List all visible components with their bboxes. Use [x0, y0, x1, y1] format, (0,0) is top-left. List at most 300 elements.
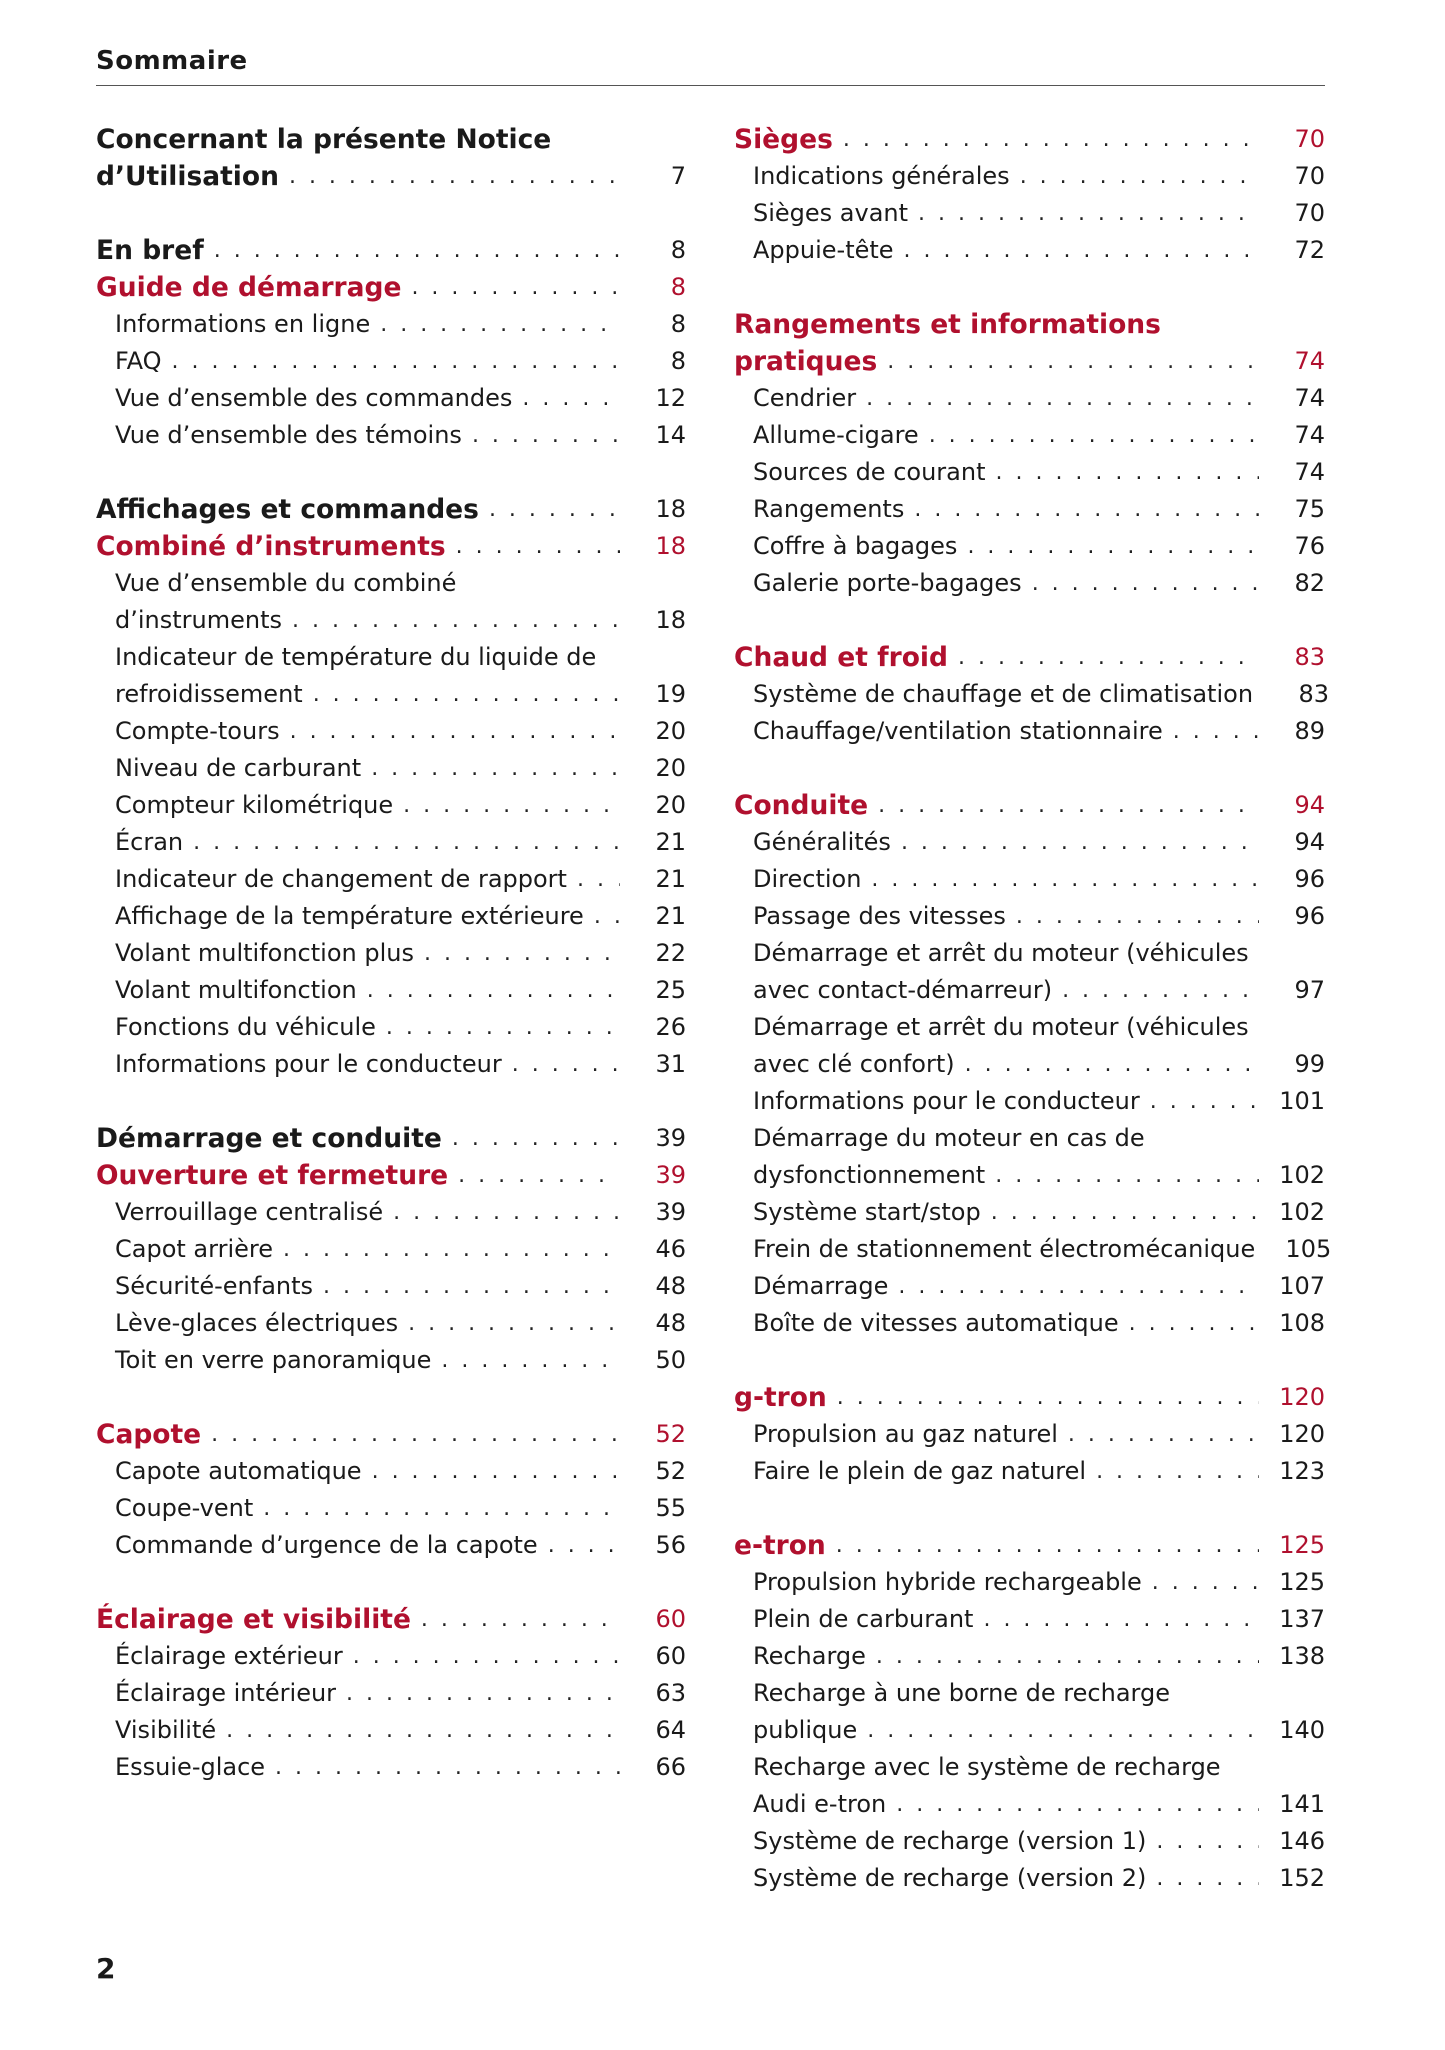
toc-entry-page: 48: [655, 1272, 686, 1300]
dot-leader: [1146, 1823, 1259, 1860]
toc-entry-title: pratiques: [734, 346, 878, 377]
toc-entry-title: Galerie porte-bagages: [753, 569, 1022, 597]
toc-entry[interactable]: [96, 676, 686, 713]
toc-entry-page: 125: [1279, 1568, 1325, 1596]
toc-entry-page: 102: [1279, 1198, 1325, 1226]
dot-leader: [370, 306, 620, 343]
dot-leader: [877, 343, 1259, 380]
toc-entry-title: Indicateur de changement de rapport: [115, 865, 567, 893]
toc-entry-page: 70: [1294, 199, 1325, 227]
toc-entry-page: 152: [1279, 1864, 1325, 1892]
toc-entry-page: 39: [655, 1161, 686, 1189]
toc-entry[interactable]: [734, 676, 1330, 713]
toc-entry-page: 70: [1294, 125, 1325, 153]
toc-entry-title: Capot arrière: [115, 1235, 273, 1263]
dot-leader: [265, 1749, 620, 1786]
toc-entry-page: 74: [1294, 384, 1325, 412]
toc-entry-page: 52: [655, 1420, 686, 1448]
toc-entry[interactable]: [734, 565, 1325, 602]
dot-leader: [827, 1379, 1259, 1416]
toc-entry-page: 21: [655, 902, 686, 930]
page-number: 2: [96, 1952, 116, 1985]
toc-entry-title: Capote automatique: [115, 1457, 362, 1485]
toc-entry-page: 20: [655, 717, 686, 745]
toc-entry-page: 99: [1294, 1050, 1325, 1078]
dot-leader: [303, 676, 620, 713]
toc-heading[interactable]: [734, 121, 1325, 158]
toc-entry-title-line[interactable]: Recharge à une borne de recharge: [753, 1679, 1170, 1707]
toc-entry-page: 137: [1279, 1605, 1325, 1633]
toc-entry[interactable]: [734, 528, 1325, 565]
toc-entry[interactable]: [734, 195, 1325, 232]
toc-entry[interactable]: [96, 602, 686, 639]
toc-entry[interactable]: [734, 380, 1325, 417]
dot-leader: [357, 972, 620, 1009]
dot-leader: [280, 713, 620, 750]
toc-entry-title: Indications générales: [753, 162, 1010, 190]
dot-leader: [479, 491, 620, 528]
toc-entry-title-line[interactable]: Démarrage du moteur en cas de: [753, 1124, 1145, 1152]
dot-leader: [401, 269, 620, 306]
toc-entry-title: dysfonctionnement: [753, 1161, 986, 1189]
dot-leader: [411, 1601, 620, 1638]
toc-entry[interactable]: [734, 1601, 1325, 1638]
toc-heading[interactable]: [734, 787, 1325, 824]
toc-entry-page: 18: [655, 495, 686, 523]
toc-entry-page: 102: [1279, 1161, 1325, 1189]
toc-entry[interactable]: [96, 935, 686, 972]
toc-entry-title: Conduite: [734, 790, 869, 821]
dot-leader: [448, 1157, 620, 1194]
dot-leader: [162, 343, 621, 380]
dot-leader: [1142, 1564, 1259, 1601]
toc-entry-page: 120: [1279, 1383, 1325, 1411]
toc-entry-page: 8: [670, 347, 686, 375]
dot-leader: [183, 824, 620, 861]
dot-leader: [826, 1527, 1259, 1564]
dot-leader: [567, 861, 620, 898]
dot-leader: [414, 935, 620, 972]
toc-heading[interactable]: [96, 528, 686, 565]
toc-entry-title: e-tron: [734, 1530, 826, 1561]
toc-entry-title: Informations pour le conducteur: [115, 1050, 502, 1078]
toc-entry-title-line[interactable]: Indicateur de température du liquide de: [115, 643, 597, 671]
toc-entry[interactable]: [96, 1490, 686, 1527]
toc-entry-title: Système de recharge (version 2): [753, 1864, 1147, 1892]
toc-entry-page: 60: [655, 1605, 686, 1633]
toc-entry-title: refroidissement: [115, 680, 303, 708]
dot-leader: [431, 1342, 620, 1379]
toc-entry-title: Ouverture et fermeture: [96, 1160, 449, 1191]
dot-leader: [856, 380, 1259, 417]
dot-leader: [584, 898, 620, 935]
dot-leader: [336, 1675, 620, 1712]
toc-entry-title: Coupe-vent: [115, 1494, 254, 1522]
toc-entry-page: 60: [655, 1642, 686, 1670]
toc-entry-title: Informations pour le conducteur: [753, 1087, 1140, 1115]
toc-entry-title: Propulsion au gaz naturel: [753, 1420, 1058, 1448]
dot-leader: [538, 1527, 620, 1564]
toc-entry[interactable]: [734, 158, 1325, 195]
toc-entry[interactable]: [96, 1527, 686, 1564]
toc-entry-page: 146: [1279, 1827, 1325, 1855]
toc-entry-title: Volant multifonction plus: [115, 939, 414, 967]
toc-entry-page: 74: [1294, 421, 1325, 449]
toc-entry-page: 31: [655, 1050, 686, 1078]
toc-heading[interactable]: [96, 232, 686, 269]
toc-entry-page: 12: [655, 384, 686, 412]
dot-leader: [955, 1046, 1259, 1083]
dot-leader: [279, 158, 620, 195]
toc-heading[interactable]: [96, 269, 686, 306]
toc-entry-title: Verrouillage centralisé: [115, 1198, 384, 1226]
toc-entry[interactable]: [96, 861, 686, 898]
toc-heading-title-line[interactable]: Concernant la présente Notice: [96, 124, 552, 155]
dot-leader: [512, 380, 620, 417]
toc-entry[interactable]: [96, 1305, 686, 1342]
dot-leader: [362, 1453, 620, 1490]
page-title: Sommaire: [96, 46, 248, 76]
toc-entry[interactable]: [734, 454, 1325, 491]
toc-entry-title: FAQ: [115, 347, 162, 375]
dot-leader: [868, 787, 1259, 824]
dot-leader: [1086, 1453, 1259, 1490]
dot-leader: [361, 750, 620, 787]
toc-entry[interactable]: [96, 787, 686, 824]
toc-entry[interactable]: [734, 1046, 1325, 1083]
toc-entry-title: Direction: [753, 865, 862, 893]
toc-entry[interactable]: [734, 232, 1325, 269]
toc-entry-page: 83: [1294, 643, 1325, 671]
toc-entry[interactable]: [96, 1046, 686, 1083]
toc-entry[interactable]: [96, 306, 686, 343]
toc-entry-page: 8: [670, 310, 686, 338]
dot-leader: [502, 1046, 620, 1083]
toc-entry[interactable]: [734, 1786, 1325, 1823]
toc-entry[interactable]: [96, 1231, 686, 1268]
dot-leader: [908, 195, 1259, 232]
dot-leader: [1022, 565, 1259, 602]
dot-leader: [981, 1194, 1259, 1231]
toc-entry-title-line[interactable]: Vue d’ensemble du combiné: [115, 569, 457, 597]
toc-entry-page: 94: [1294, 828, 1325, 856]
toc-entry-title: Généralités: [753, 828, 891, 856]
dot-leader: [216, 1712, 620, 1749]
toc-entry-title: Compte-tours: [115, 717, 280, 745]
toc-entry-title: Rangements: [753, 495, 905, 523]
toc-entry-title: avec contact-démarreur): [753, 976, 1053, 1004]
toc-entry-title: Sièges avant: [753, 199, 909, 227]
toc-entry-title: Fonctions du véhicule: [115, 1013, 376, 1041]
toc-entry[interactable]: [96, 1749, 686, 1786]
toc-entry[interactable]: [96, 380, 686, 417]
toc-entry-page: 123: [1279, 1457, 1325, 1485]
toc-entry-title: Visibilité: [115, 1716, 217, 1744]
toc-entry-page: 64: [655, 1716, 686, 1744]
toc-entry[interactable]: [96, 750, 686, 787]
toc-entry[interactable]: [96, 824, 686, 861]
toc-entry-page: 7: [670, 162, 686, 190]
dot-leader: [393, 787, 620, 824]
toc-entry-title: Allume-cigare: [753, 421, 919, 449]
toc-entry-title: Audi e-tron: [753, 1790, 887, 1818]
toc-entry-page: 108: [1279, 1309, 1325, 1337]
toc-entry[interactable]: [96, 1675, 686, 1712]
toc-entry-title-line[interactable]: Démarrage et arrêt du moteur (véhicules: [753, 939, 1249, 967]
toc-entry-title: Sièges: [734, 124, 833, 155]
dot-leader: [1119, 1305, 1259, 1342]
toc-entry[interactable]: [96, 1712, 686, 1749]
dot-leader: [894, 232, 1259, 269]
toc-entry-page: 82: [1294, 569, 1325, 597]
toc-entry[interactable]: [734, 1823, 1325, 1860]
dot-leader: [948, 639, 1259, 676]
toc-entry-page: 66: [655, 1753, 686, 1781]
toc-entry[interactable]: [734, 972, 1325, 1009]
toc-heading[interactable]: [96, 491, 686, 528]
toc-entry-title: Éclairage et visibilité: [96, 1604, 411, 1635]
toc-entry-title: Recharge: [753, 1642, 866, 1670]
toc-entry-page: 19: [655, 680, 686, 708]
toc-entry-page: 72: [1294, 236, 1325, 264]
toc-entry-title: Vue d’ensemble des témoins: [115, 421, 462, 449]
toc-entry[interactable]: [734, 491, 1325, 528]
toc-entry[interactable]: [96, 1453, 686, 1490]
toc-entry-title: Chaud et froid: [734, 642, 948, 673]
toc-entry-title: Système start/stop: [753, 1198, 981, 1226]
toc-entry[interactable]: [96, 1009, 686, 1046]
toc-entry[interactable]: [734, 1860, 1325, 1897]
toc-entry[interactable]: [734, 1268, 1325, 1305]
toc-entry-title: Plein de carburant: [753, 1605, 974, 1633]
dot-leader: [313, 1268, 620, 1305]
toc-entry-page: 141: [1279, 1790, 1325, 1818]
toc-entry-page: 97: [1294, 976, 1325, 1004]
toc-entry-title: Écran: [115, 828, 184, 856]
toc-entry-title: Vue d’ensemble des commandes: [115, 384, 513, 412]
dot-leader: [1140, 1083, 1259, 1120]
toc-entry-title: Toit en verre panoramique: [115, 1346, 432, 1374]
toc-heading[interactable]: [734, 1527, 1325, 1564]
toc-entry-title: Capote: [96, 1419, 202, 1450]
toc-entry-page: 25: [655, 976, 686, 1004]
toc-entry-title: Volant multifonction: [115, 976, 357, 1004]
dot-leader: [1146, 1860, 1259, 1897]
toc-entry-page: 39: [655, 1198, 686, 1226]
toc-entry-title: Sécurité-enfants: [115, 1272, 314, 1300]
toc-entry-title: Boîte de vitesses automatique: [753, 1309, 1119, 1337]
toc-entry-title: Cendrier: [753, 384, 857, 412]
dot-leader: [904, 491, 1259, 528]
toc-heading[interactable]: [96, 1120, 686, 1157]
toc-entry-title: Sources de courant: [753, 458, 986, 486]
dot-leader: [376, 1009, 620, 1046]
toc-entry-page: 52: [655, 1457, 686, 1485]
dot-leader: [1163, 713, 1259, 750]
toc-entry-title: Éclairage extérieur: [115, 1642, 343, 1670]
toc-entry-title: Affichage de la température extérieure: [115, 902, 584, 930]
toc-entry-page: 101: [1279, 1087, 1325, 1115]
toc-entry-title: Combiné d’instruments: [96, 531, 446, 562]
toc-entry-title: Commande d’urgence de la capote: [115, 1531, 538, 1559]
toc-entry-page: 83: [1298, 680, 1330, 708]
toc-entry-title: Passage des vitesses: [753, 902, 1006, 930]
toc-entry-title-line[interactable]: Recharge avec le système de recharge: [753, 1753, 1221, 1781]
toc-entry-title: Frein de stationnement électromécanique: [753, 1235, 1256, 1263]
dot-leader: [973, 1601, 1259, 1638]
toc-entry[interactable]: [734, 1712, 1325, 1749]
dot-leader: [1010, 158, 1259, 195]
toc-entry-page: 74: [1294, 458, 1325, 486]
toc-entry-page: 20: [655, 754, 686, 782]
toc-entry-page: 50: [655, 1346, 686, 1374]
dot-leader: [383, 1194, 620, 1231]
toc-entry[interactable]: [734, 861, 1325, 898]
dot-leader: [343, 1638, 620, 1675]
toc-entry-title: Guide de démarrage: [96, 272, 402, 303]
toc-entry[interactable]: [734, 824, 1325, 861]
toc-entry-page: 105: [1285, 1235, 1332, 1263]
toc-entry-title: Éclairage intérieur: [115, 1679, 337, 1707]
toc-entry[interactable]: [96, 1342, 686, 1379]
toc-entry[interactable]: [96, 1268, 686, 1305]
dot-leader: [462, 417, 620, 454]
toc-heading[interactable]: [734, 639, 1325, 676]
dot-leader: [204, 232, 620, 269]
toc-entry-page: 22: [655, 939, 686, 967]
toc-entry-page: 20: [655, 791, 686, 819]
toc-entry-page: 140: [1279, 1716, 1325, 1744]
toc-entry-page: 125: [1279, 1531, 1325, 1559]
toc-entry-page: 21: [655, 865, 686, 893]
dot-leader: [1006, 898, 1259, 935]
dot-leader: [985, 454, 1259, 491]
toc-entry-title: avec clé confort): [753, 1050, 955, 1078]
toc-entry-page: 55: [655, 1494, 686, 1522]
dot-leader: [891, 824, 1259, 861]
dot-leader: [919, 417, 1259, 454]
toc-entry-title: Lève-glaces électriques: [115, 1309, 399, 1337]
toc-left-column: [96, 121, 686, 1786]
toc-entry-title: Démarrage: [753, 1272, 889, 1300]
toc-entry[interactable]: [734, 1305, 1325, 1342]
toc-entry[interactable]: [96, 898, 686, 935]
toc-entry[interactable]: [96, 972, 686, 1009]
toc-heading[interactable]: [734, 343, 1325, 380]
toc-entry[interactable]: [734, 1194, 1325, 1231]
dot-leader: [857, 1712, 1259, 1749]
toc-entry[interactable]: [96, 1638, 686, 1675]
toc-entry-title: Coffre à bagages: [753, 532, 958, 560]
dot-leader: [282, 602, 620, 639]
toc-entry-title: Chauffage/ventilation stationnaire: [753, 717, 1163, 745]
toc-entry-page: 26: [655, 1013, 686, 1041]
toc-entry-title: Affichages et commandes: [96, 494, 479, 525]
toc-entry-page: 94: [1294, 791, 1325, 819]
toc-entry-page: 8: [670, 273, 686, 301]
toc-entry-title: En bref: [96, 235, 204, 266]
toc-entry-page: 14: [655, 421, 686, 449]
toc-entry-title: Appuie-tête: [753, 236, 894, 264]
toc-entry-page: 120: [1279, 1420, 1325, 1448]
toc-heading-title-line[interactable]: Rangements et informations: [734, 309, 1161, 340]
toc-entry-title: d’Utilisation: [96, 161, 279, 192]
toc-entry[interactable]: [96, 1194, 686, 1231]
toc-entry[interactable]: [734, 1453, 1325, 1490]
toc-entry[interactable]: [734, 1083, 1325, 1120]
toc-entry-title: g-tron: [734, 1382, 827, 1413]
dot-leader: [866, 1638, 1259, 1675]
toc-entry-page: 74: [1294, 347, 1325, 375]
toc-entry[interactable]: [734, 1231, 1332, 1268]
toc-entry-page: 76: [1294, 532, 1325, 560]
toc-entry-title: Niveau de carburant: [115, 754, 362, 782]
header-divider: [96, 85, 1325, 86]
toc-entry-page: 8: [670, 236, 686, 264]
toc-entry-page: 18: [655, 532, 686, 560]
toc-entry[interactable]: [734, 1157, 1325, 1194]
toc-entry-title-line[interactable]: Démarrage et arrêt du moteur (véhicules: [753, 1013, 1249, 1041]
toc-heading[interactable]: [96, 158, 686, 195]
toc-entry-page: 96: [1294, 902, 1325, 930]
toc-entry-title: publique: [753, 1716, 858, 1744]
toc-entry-title: Système de chauffage et de climatisation: [753, 680, 1254, 708]
dot-leader: [442, 1120, 620, 1157]
toc-entry-page: 75: [1294, 495, 1325, 523]
toc-entry[interactable]: [734, 417, 1325, 454]
toc-right-column: [734, 121, 1332, 1897]
toc-heading[interactable]: [96, 1157, 686, 1194]
toc-entry-title: Démarrage et conduite: [96, 1123, 442, 1154]
toc-entry-page: 56: [655, 1531, 686, 1559]
toc-entry[interactable]: [734, 898, 1325, 935]
toc-entry-page: 48: [655, 1309, 686, 1337]
toc-entry-page: 89: [1294, 717, 1325, 745]
toc-entry-page: 18: [655, 606, 686, 634]
toc-entry-page: 63: [655, 1679, 686, 1707]
dot-leader: [273, 1231, 620, 1268]
toc-entry[interactable]: [96, 417, 686, 454]
dot-leader: [985, 1157, 1259, 1194]
toc-entry[interactable]: [734, 1416, 1325, 1453]
toc-entry[interactable]: [734, 713, 1325, 750]
toc-entry-page: 46: [655, 1235, 686, 1263]
toc-entry[interactable]: [96, 713, 686, 750]
dot-leader: [1052, 972, 1259, 1009]
toc-entry-title: Informations en ligne: [115, 310, 371, 338]
dot-leader: [446, 528, 620, 565]
toc-entry-page: 107: [1279, 1272, 1325, 1300]
toc-entry-title: d’instruments: [115, 606, 283, 634]
toc-entry-page: 70: [1294, 162, 1325, 190]
toc-entry[interactable]: [96, 343, 686, 380]
toc-heading[interactable]: [96, 1416, 686, 1453]
toc-entry-title: Essuie-glace: [115, 1753, 266, 1781]
dot-leader: [833, 121, 1259, 158]
toc-entry-page: 21: [655, 828, 686, 856]
dot-leader: [398, 1305, 620, 1342]
toc-entry[interactable]: [734, 1564, 1325, 1601]
toc-entry-page: 138: [1279, 1642, 1325, 1670]
dot-leader: [253, 1490, 620, 1527]
dot-leader: [957, 528, 1259, 565]
toc-heading[interactable]: [96, 1601, 686, 1638]
toc-entry[interactable]: [734, 1638, 1325, 1675]
toc-entry-title: Propulsion hybride rechargeable: [753, 1568, 1142, 1596]
dot-leader: [886, 1786, 1259, 1823]
toc-entry-page: 96: [1294, 865, 1325, 893]
toc-heading[interactable]: [734, 1379, 1325, 1416]
